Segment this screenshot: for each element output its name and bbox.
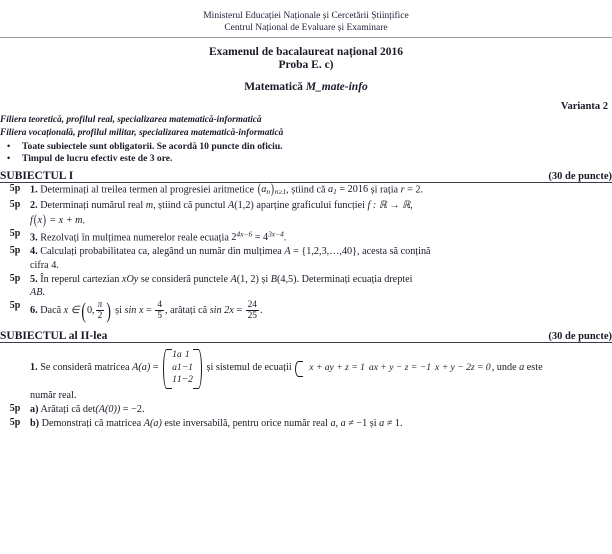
problem-number: 5. xyxy=(30,273,38,285)
points-cell: 5p xyxy=(9,227,21,239)
ratio-value: = 2 xyxy=(404,184,421,196)
problem-text: Determinați al treilea termen al progresiei aritmetice xyxy=(40,184,257,196)
equation-exponent-2: 3x−4 xyxy=(268,229,284,239)
matrix-cell: −1 xyxy=(181,361,193,373)
header-divider xyxy=(0,37,612,38)
set-equals: = xyxy=(290,245,302,257)
problem-6: 6. Dacă x ∈(0, $\frac{\pi}{2}$ ) și sin x = $\frac{4}{5}$ , arătați că sin 2x = $\frac{24}{25}$ . xyxy=(30,297,263,323)
matrix-row xyxy=(172,374,193,387)
problem-text: Rezolvați în mulțimea numerelor reale ecuația xyxy=(40,232,232,244)
f-symbol: f xyxy=(30,215,33,227)
problem-2-1a xyxy=(30,403,612,417)
coordinate-system: xOy xyxy=(121,273,139,285)
problem-text-3: aparține graficului funcției xyxy=(253,199,368,211)
problem-text: În reperul cartezian xyxy=(40,273,122,285)
problem-5 xyxy=(30,273,612,301)
fraction-numerator: π xyxy=(97,299,103,310)
point-b-symbol: B xyxy=(270,273,277,285)
matrix-argument: (a) xyxy=(149,417,162,429)
a1-value: = 2016 xyxy=(336,184,369,196)
points-cell: 5p xyxy=(9,244,21,256)
profile-line-2: Filiera vocațională, profilul militar, specializarea matematică-informatică xyxy=(0,128,284,139)
matrix-cell: 1 xyxy=(172,374,177,386)
system-equation: x + y − 2z = 0 xyxy=(435,362,491,374)
matrix-row xyxy=(172,349,193,362)
problem-text-5: . xyxy=(400,417,403,429)
det-label: det xyxy=(82,403,96,415)
ministry-header xyxy=(0,0,612,34)
point-a-args: (1, 2) xyxy=(236,273,259,285)
fraction-numerator: 24 xyxy=(247,299,257,310)
a1-index: 1 xyxy=(333,187,337,197)
problem-text-2: și sistemul de ecuații xyxy=(203,362,295,374)
problem-2-1b xyxy=(30,417,612,431)
points-cell-empty xyxy=(0,343,30,403)
problem-text-2: și xyxy=(112,304,125,316)
point-a-symbol: A xyxy=(230,273,237,285)
ministry-line-2: Centrul Național de Evaluare și Examinare xyxy=(224,22,388,33)
problem-text-2: , știind că xyxy=(286,184,329,196)
problem-text-3: și rația xyxy=(368,184,401,196)
problem-number: 2. xyxy=(30,199,38,211)
equation-base-2: 4 xyxy=(263,232,269,244)
problem-text-4: și xyxy=(367,417,380,429)
matrix-row xyxy=(172,362,193,375)
fraction-denominator: 25 xyxy=(247,310,257,321)
problem-text-3: , unde xyxy=(491,362,520,374)
section-1-points: (30 de puncte) xyxy=(548,171,612,183)
sin-2x: sin 2x xyxy=(209,304,234,316)
problem-text-3: , arătați că xyxy=(165,304,210,316)
title-block xyxy=(0,46,612,93)
point-a-args: (1,2) xyxy=(234,199,254,211)
problem-2-line-2: f(x) = x + m. xyxy=(30,212,86,228)
table-row xyxy=(0,183,612,199)
problem-text-2: . xyxy=(283,232,287,244)
problem-4 xyxy=(30,245,612,273)
point-a-symbol: A xyxy=(228,199,235,211)
problem-text: Arătați că xyxy=(40,403,83,415)
note-item: • Timpul de lucru efectiv este de 3 ore. xyxy=(0,153,612,165)
variant-label: Varianta 2 xyxy=(560,100,608,112)
sequence-condition: n≥1 xyxy=(274,187,287,197)
system-equation: x + ay + z = 1 xyxy=(309,362,365,374)
sin-equals: = xyxy=(143,304,155,316)
matrix-cell: 1 xyxy=(176,361,182,373)
fraction-denominator: 2 xyxy=(96,310,105,321)
table-row xyxy=(0,228,612,245)
matrix-right-paren xyxy=(193,349,202,389)
set-body: {1,2,3,…,40} xyxy=(301,245,358,257)
matrix-cell: a xyxy=(172,361,177,373)
problem-text-4: . xyxy=(420,184,424,196)
equation-exponent-1: 4x−6 xyxy=(236,229,253,239)
table-row xyxy=(0,199,612,228)
problem-text-4: , xyxy=(410,199,413,211)
problem-text-2: se consideră punctele xyxy=(138,273,231,285)
subject-code: M_mate-info xyxy=(305,80,368,93)
segment-ab-end: . xyxy=(42,287,45,299)
fraction-numerator: 4 xyxy=(157,299,163,310)
det-argument: (A(0)) xyxy=(95,403,121,415)
matrix-symbol: A xyxy=(143,417,150,429)
table-row xyxy=(0,403,612,417)
problem-text: Determinați numărul real xyxy=(40,199,146,211)
problem-text-2: este inversabilă, pentru orice număr real xyxy=(161,417,331,429)
problem-number: b) xyxy=(30,417,40,429)
sin-value-fraction xyxy=(155,300,164,321)
f-end: . xyxy=(82,215,86,227)
a-symbol-2: a xyxy=(340,417,346,429)
points-cell: 5p xyxy=(9,402,21,414)
section-2-points: (30 de puncte) xyxy=(548,331,612,343)
subject-label: Matematică xyxy=(244,80,306,93)
system-brace xyxy=(295,361,303,377)
problem-text-2: , știind că punctul xyxy=(153,199,229,211)
interval-upper-fraction xyxy=(96,300,105,321)
matrix-cell: 1 xyxy=(176,374,182,386)
ministry-line-1: Ministerul Educației Naționale și Cercetării Științifice xyxy=(203,11,409,21)
exam-probe: Proba E. c) xyxy=(278,59,334,71)
section-1-title: SUBIECTUL I xyxy=(0,170,74,183)
ratio-symbol: r xyxy=(400,184,405,196)
matrix-cell: 1 xyxy=(172,349,177,361)
problem-text: Calculați probabilitatea ca, alegând un număr din mulțimea xyxy=(40,245,285,257)
segment-ab: AB xyxy=(30,287,43,299)
interval-lower: 0, xyxy=(86,304,95,316)
function-definition: f : ℝ → ℝ xyxy=(367,199,411,211)
problem-number: 1. xyxy=(30,362,38,374)
problem-1: 1. Determinați al treilea termen al progresiei aritmetice $(a_n)_{n\ge 1}$, știind că $a_1 = 2016$ și rația r = 2. xyxy=(30,182,424,198)
matrix-left-paren xyxy=(163,349,172,389)
problem-text-3: și xyxy=(258,273,271,285)
table-row xyxy=(0,245,612,273)
a-condition-1: ≠ −1 xyxy=(345,417,368,429)
matrix-cell: 1 xyxy=(184,349,190,361)
section-1-heading xyxy=(0,170,612,182)
points-cell: 5p xyxy=(9,272,21,284)
problem-number: 6. xyxy=(30,304,38,316)
table-row xyxy=(0,417,612,431)
a-condition-2: ≠ 1 xyxy=(384,417,401,429)
point-b-args: (4,5) xyxy=(276,273,297,285)
table-row xyxy=(0,273,612,301)
matrix-arg: (a) xyxy=(138,362,151,374)
note-item: • Toate subiectele sunt obligatorii. Se acordă 10 puncte din oficiu. xyxy=(0,141,612,153)
system-equation: ax + y − z = −1 xyxy=(368,362,432,374)
problem-text-4: este xyxy=(524,362,543,374)
matrix-cell: −2 xyxy=(181,374,193,386)
sin2-equals: = xyxy=(233,304,245,316)
matrix-name: A xyxy=(132,362,139,374)
section-2-table xyxy=(0,342,612,430)
problem-text-4: . Determinați ecuația dreptei xyxy=(296,273,413,285)
table-row xyxy=(0,343,612,403)
problem-text: Dacă xyxy=(40,304,64,316)
section-2-title: SUBIECTUL al II-lea xyxy=(0,330,108,343)
section-1-table xyxy=(0,182,612,325)
sequence-symbol: a xyxy=(261,184,267,196)
problem-text-2: , acesta să conțină xyxy=(357,245,431,257)
fraction-denominator: 5 xyxy=(157,310,163,321)
points-cell: 5p xyxy=(9,416,21,428)
matrix-equals: = xyxy=(150,362,162,374)
sin-x: sin x xyxy=(124,304,144,316)
sin2-value-fraction xyxy=(246,300,259,321)
f-expression: = x + m xyxy=(46,215,83,227)
points-cell: 5p xyxy=(9,300,21,312)
table-row xyxy=(0,300,612,325)
equation-system xyxy=(295,361,490,375)
problem-3 xyxy=(30,228,612,245)
matrix-a xyxy=(163,349,202,387)
problem-4-line-2: cifra 4. xyxy=(30,259,59,271)
problem-text-3: , xyxy=(335,417,341,429)
problem-number: 3. xyxy=(30,232,38,244)
x-membership: x ∈ xyxy=(63,304,80,316)
a1-symbol: a xyxy=(328,184,334,196)
problem-2-1-line-2: număr real. xyxy=(30,389,77,401)
problem-text-2: . xyxy=(141,403,145,415)
problem-number: 1. xyxy=(30,184,38,196)
problem-number: a) xyxy=(30,403,39,415)
section-2-heading xyxy=(0,330,612,342)
problem-number: 4. xyxy=(30,245,38,257)
problem-text-4: . xyxy=(259,304,263,316)
m-symbol: m xyxy=(145,199,154,211)
points-cell: 5p xyxy=(9,183,21,195)
profile-line-1: Filiera teoretică, profilul real, specializarea matematică-informatică xyxy=(0,114,262,125)
points-cell: 5p xyxy=(9,198,21,210)
set-a-symbol: A xyxy=(284,245,291,257)
equation-base-1: 2 xyxy=(231,232,237,244)
a-symbol-3: a xyxy=(379,417,385,429)
sequence-index: n xyxy=(266,187,271,197)
f-arg: x xyxy=(37,215,43,227)
a-symbol: a xyxy=(519,362,525,374)
problem-text: Se consideră matricea xyxy=(40,362,133,374)
exam-title: Examenul de bacalaureat național 2016 xyxy=(208,45,404,58)
exam-notes xyxy=(0,141,612,165)
matrix-cell: a xyxy=(176,349,182,361)
problem-2-1 xyxy=(30,343,612,403)
equation-equals: = xyxy=(252,232,264,244)
det-value: = −2 xyxy=(120,403,142,415)
problem-5-line-2 xyxy=(30,286,612,300)
a-symbol-1: a xyxy=(330,417,336,429)
exam-subject xyxy=(0,81,612,93)
problem-2 xyxy=(30,199,612,228)
problem-text: Demonstrați că matricea xyxy=(41,417,144,429)
